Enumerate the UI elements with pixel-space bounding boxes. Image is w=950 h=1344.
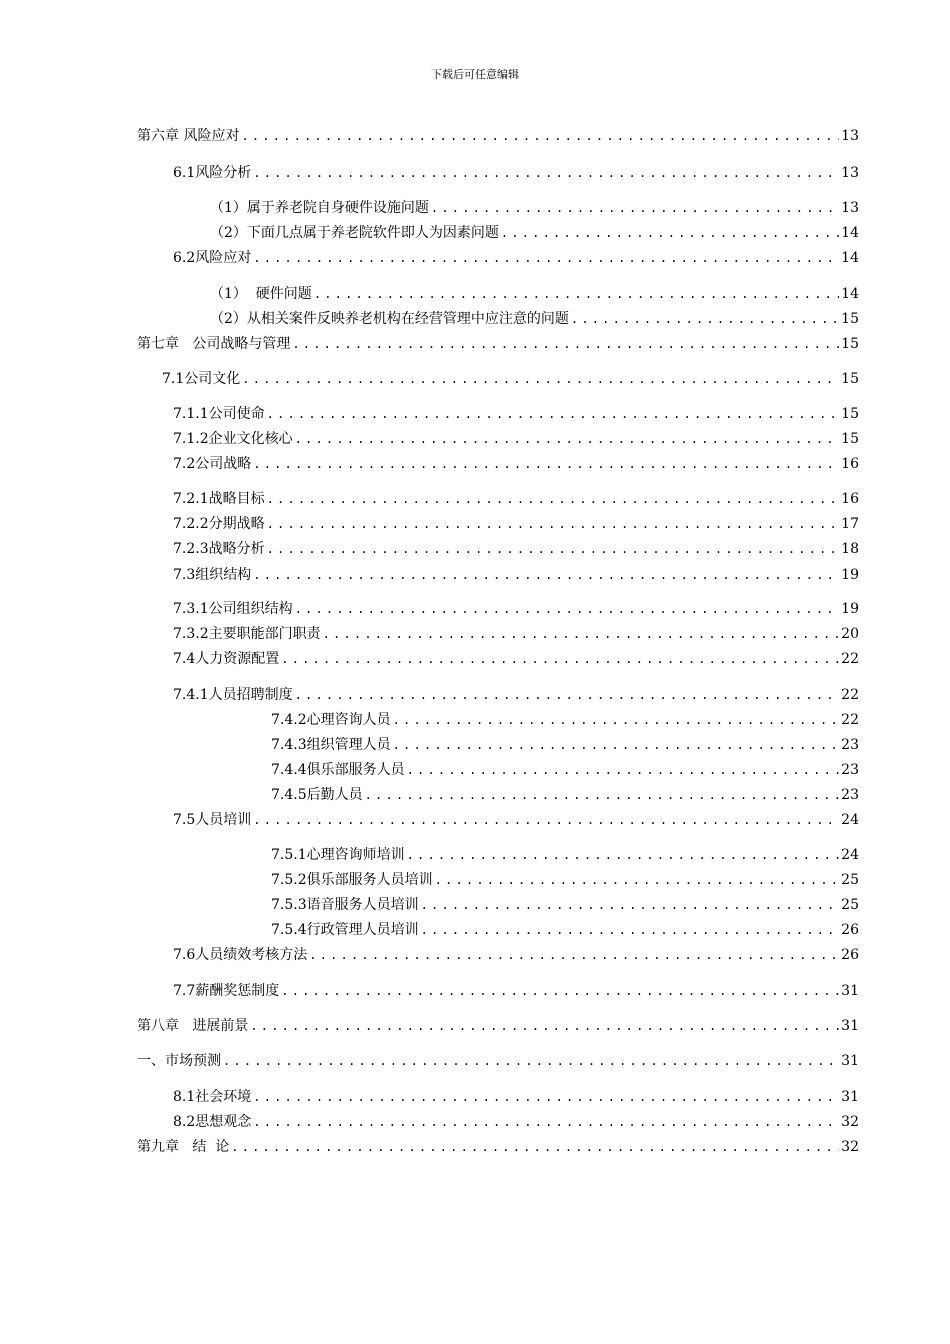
toc-entry[interactable] <box>137 1138 859 1156</box>
toc-page-number: 31 <box>841 1018 859 1034</box>
toc-page-number: 23 <box>841 762 859 778</box>
toc-leader-dots <box>231 1138 839 1156</box>
toc-entry[interactable] <box>173 405 859 423</box>
toc-entry-title: 8.1社会环境 <box>173 1089 252 1105</box>
toc-entry[interactable] <box>173 650 859 668</box>
toc-leader-dots <box>253 1088 839 1106</box>
toc-entry[interactable] <box>271 871 859 889</box>
toc-leader-dots <box>393 711 839 729</box>
toc-page-number: 20 <box>841 626 859 642</box>
toc-entry[interactable] <box>173 1088 859 1106</box>
toc-leader-dots <box>267 405 839 423</box>
toc-leader-dots <box>267 490 839 508</box>
toc-entry-title: 7.4人力资源配置 <box>173 651 280 667</box>
toc-entry-title: 6.2风险应对 <box>173 250 252 266</box>
toc-page-number: 16 <box>841 456 859 472</box>
toc-entry[interactable] <box>173 566 859 584</box>
toc-leader-dots <box>295 600 839 618</box>
toc-entry-title: 第七章 公司战略与管理 <box>137 336 291 352</box>
toc-entry[interactable] <box>271 761 859 779</box>
toc-entry[interactable] <box>173 515 859 533</box>
toc-entry-title: 7.1公司文化 <box>162 371 241 387</box>
toc-entry[interactable] <box>173 455 859 473</box>
toc-entry-title: 7.5.2俱乐部服务人员培训 <box>271 872 433 888</box>
toc-entry-title: 6.1风险分析 <box>173 165 252 181</box>
toc-page-number: 15 <box>841 431 859 447</box>
toc-entry-title: 7.4.1人员招聘制度 <box>173 687 293 703</box>
toc-entry-title: （2）下面几点属于养老院软件即人为因素问题 <box>210 225 499 241</box>
toc-entry-title: 7.4.2心理咨询人员 <box>271 712 391 728</box>
toc-entry-title: 7.2.1战略目标 <box>173 491 265 507</box>
toc-page-number: 15 <box>841 336 859 352</box>
page-header: 下载后可任意编辑 <box>431 68 519 81</box>
toc-entry-title: 7.3.2主要职能部门职责 <box>173 626 321 642</box>
toc-leader-dots <box>223 1052 839 1070</box>
toc-leader-dots <box>292 335 839 353</box>
toc-page-number: 31 <box>841 1053 859 1069</box>
toc-leader-dots <box>314 285 839 303</box>
toc-leader-dots <box>253 164 839 182</box>
toc-page-number: 24 <box>841 847 859 863</box>
toc-entry-title: 7.5人员培训 <box>173 812 252 828</box>
toc-page-number: 14 <box>841 250 859 266</box>
toc-entry-title: 7.2.2分期战略 <box>173 516 265 532</box>
toc-page-number: 13 <box>841 165 859 181</box>
toc-entry-title: （2）从相关案件反映养老机构在经营管理中应注意的问题 <box>210 311 569 327</box>
toc-leader-dots <box>241 127 839 145</box>
toc-entry[interactable] <box>173 1113 859 1131</box>
toc-entry[interactable] <box>173 490 859 508</box>
toc-page-number: 15 <box>841 406 859 422</box>
toc-entry[interactable] <box>271 921 859 939</box>
toc-entry[interactable] <box>137 335 859 353</box>
toc-leader-dots <box>267 515 839 533</box>
toc-leader-dots <box>421 921 839 939</box>
toc-page-number: 22 <box>841 687 859 703</box>
toc-entry[interactable] <box>271 786 859 804</box>
toc-page-number: 24 <box>841 812 859 828</box>
toc-entry-title: 7.1.1公司使命 <box>173 406 265 422</box>
toc-entry[interactable] <box>173 625 859 643</box>
toc-entry[interactable] <box>162 370 859 388</box>
toc-entry-title: 第八章 进展前景 <box>137 1018 249 1034</box>
toc-page-number: 15 <box>841 371 859 387</box>
toc-entry[interactable] <box>271 711 859 729</box>
toc-leader-dots <box>253 455 839 473</box>
toc-entry[interactable] <box>173 430 859 448</box>
toc-page-number: 13 <box>841 128 859 144</box>
toc-entry[interactable] <box>271 846 859 864</box>
toc-entry-title: 7.5.3语音服务人员培训 <box>271 897 419 913</box>
toc-leader-dots <box>267 540 839 558</box>
toc-entry-title: 第六章 风险应对 <box>137 128 240 144</box>
toc-entry-title: 第九章 结 论 <box>137 1139 230 1155</box>
toc-entry-title: 8.2思想观念 <box>173 1114 252 1130</box>
toc-entry-title: （1） 硬件问题 <box>210 286 312 302</box>
toc-leader-dots <box>253 249 839 267</box>
toc-page-number: 31 <box>841 983 859 999</box>
toc-leader-dots <box>501 224 839 242</box>
toc-entry-title: 7.3.1公司组织结构 <box>173 601 293 617</box>
toc-entry[interactable] <box>173 946 859 964</box>
toc-entry[interactable] <box>137 1017 859 1035</box>
toc-entry[interactable] <box>173 164 859 182</box>
toc-entry-title: 7.4.4俱乐部服务人员 <box>271 762 405 778</box>
toc-leader-dots <box>281 650 839 668</box>
toc-page-number: 23 <box>841 737 859 753</box>
toc-entry[interactable] <box>210 199 859 217</box>
toc-page-number: 15 <box>841 311 859 327</box>
toc-page-number: 14 <box>841 225 859 241</box>
toc-leader-dots <box>435 871 839 889</box>
toc-entry-title: 7.3组织结构 <box>173 567 252 583</box>
toc-leader-dots <box>407 761 839 779</box>
toc-entry[interactable] <box>137 127 859 145</box>
toc-entry-title: 7.4.5后勤人员 <box>271 787 363 803</box>
toc-entry[interactable] <box>210 310 859 328</box>
toc-leader-dots <box>309 946 839 964</box>
toc-entry-title: 7.2.3战略分析 <box>173 541 265 557</box>
toc-entry[interactable] <box>210 224 859 242</box>
toc-entry-title: 7.5.4行政管理人员培训 <box>271 922 419 938</box>
toc-page-number: 14 <box>841 286 859 302</box>
toc-entry-title: 7.5.1心理咨询师培训 <box>271 847 405 863</box>
toc-entry[interactable] <box>137 1052 859 1070</box>
toc-page-number: 31 <box>841 1089 859 1105</box>
toc-page-number: 16 <box>841 491 859 507</box>
toc-entry-title: 7.7薪酬奖惩制度 <box>173 983 280 999</box>
toc-entry-title: 7.1.2企业文化核心 <box>173 431 293 447</box>
toc-page-number: 19 <box>841 567 859 583</box>
toc-page-number: 26 <box>841 922 859 938</box>
toc-leader-dots <box>407 846 839 864</box>
toc-leader-dots <box>295 430 839 448</box>
toc-page-number: 13 <box>841 200 859 216</box>
toc-leader-dots <box>295 686 839 704</box>
toc-leader-dots <box>571 310 839 328</box>
toc-page-number: 25 <box>841 897 859 913</box>
toc-page-number: 32 <box>841 1114 859 1130</box>
toc-entry[interactable] <box>173 982 859 1000</box>
toc-leader-dots <box>250 1017 839 1035</box>
toc-leader-dots <box>393 736 839 754</box>
toc-leader-dots <box>253 811 839 829</box>
toc-page-number: 25 <box>841 872 859 888</box>
toc-page-number: 22 <box>841 651 859 667</box>
toc-entry[interactable] <box>173 249 859 267</box>
toc-entry-title: 7.2公司战略 <box>173 456 252 472</box>
toc-page-number: 18 <box>841 541 859 557</box>
toc-page-number: 32 <box>841 1139 859 1155</box>
toc-leader-dots <box>253 1113 839 1131</box>
toc-entry-title: 一、市场预测 <box>137 1053 221 1069</box>
toc-leader-dots <box>281 982 839 1000</box>
toc-leader-dots <box>365 786 839 804</box>
toc-leader-dots <box>421 896 839 914</box>
toc-page-number: 17 <box>841 516 859 532</box>
toc-leader-dots <box>323 625 839 643</box>
toc-entry[interactable] <box>271 896 859 914</box>
toc-entry[interactable] <box>173 600 859 618</box>
toc-entry-title: （1）属于养老院自身硬件设施问题 <box>210 200 429 216</box>
toc-entry[interactable] <box>173 540 859 558</box>
toc-entry[interactable] <box>173 686 859 704</box>
toc-page-number: 26 <box>841 947 859 963</box>
toc-page-number: 22 <box>841 712 859 728</box>
toc-page-number: 19 <box>841 601 859 617</box>
toc-leader-dots <box>431 199 839 217</box>
toc-entry[interactable] <box>271 736 859 754</box>
toc-leader-dots <box>253 566 839 584</box>
toc-leader-dots <box>242 370 839 388</box>
toc-entry-title: 7.4.3组织管理人员 <box>271 737 391 753</box>
toc-page-number: 23 <box>841 787 859 803</box>
toc-entry[interactable] <box>210 285 859 303</box>
toc-entry-title: 7.6人员绩效考核方法 <box>173 947 308 963</box>
toc-entry[interactable] <box>173 811 859 829</box>
